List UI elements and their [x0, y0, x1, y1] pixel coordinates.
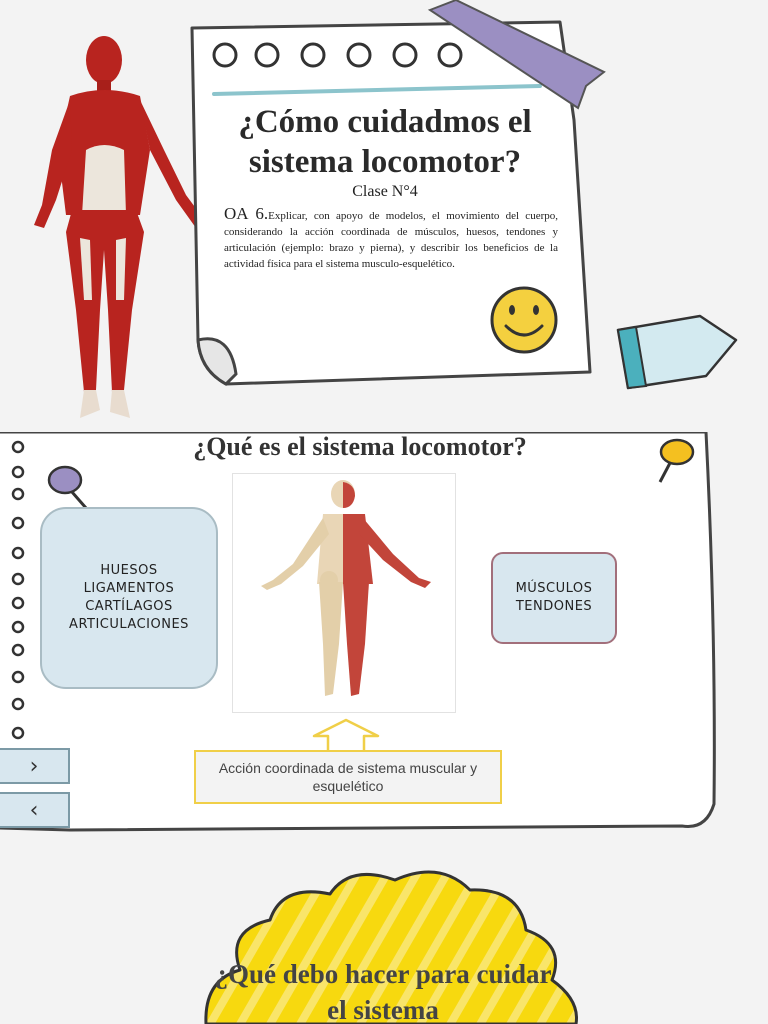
slide-2-title: ¿Qué es el sistema locomotor? [193, 432, 527, 461]
muscles-info-box [491, 552, 617, 644]
objective-code: OA 6. [224, 204, 269, 223]
slide-3 [0, 860, 768, 1024]
list-item: ARTICULACIONES [69, 617, 189, 632]
coordinated-action-box [194, 750, 502, 804]
skeleton-muscle-image [232, 473, 456, 713]
slide-1 [0, 0, 768, 430]
list-item: MÚSCULOS [515, 581, 593, 596]
action-text: Acción coordinada de sistema muscular y esquelético [218, 760, 478, 794]
next-slide-button[interactable] [0, 748, 70, 784]
slide-3-title: ¿Qué debo hacer para cuidar el sistema [214, 959, 552, 1024]
slide-1-title: ¿Cómo cuidadmos el sistema locomotor? [238, 104, 532, 180]
list-item: LIGAMENTOS [83, 581, 175, 596]
bones-info-box [40, 507, 218, 689]
slide-2 [0, 432, 768, 842]
list-item: TENDONES [515, 599, 593, 614]
learning-objective [224, 206, 558, 272]
muscle-body-figure [34, 36, 206, 418]
chevron-left-icon: ‹ [29, 797, 39, 823]
crayon-icon [618, 316, 736, 388]
list-item: CARTÍLAGOS [85, 599, 173, 614]
smiley-icon [492, 288, 556, 352]
objective-text: Explicar, con apoyo de modelos, el movimiento del cuerpo, considerando la acción coordinada de músculos, huesos, tendones y articulación (ejemplo: brazo y pierna), y describir los beneficios de la actividad física para el sistema musculo-esquelético. [224, 210, 558, 270]
list-item: HUESOS [100, 563, 158, 578]
chevron-right-icon: › [29, 753, 39, 779]
class-number-label: Clase N°4 [352, 183, 418, 200]
previous-slide-button[interactable] [0, 792, 70, 828]
